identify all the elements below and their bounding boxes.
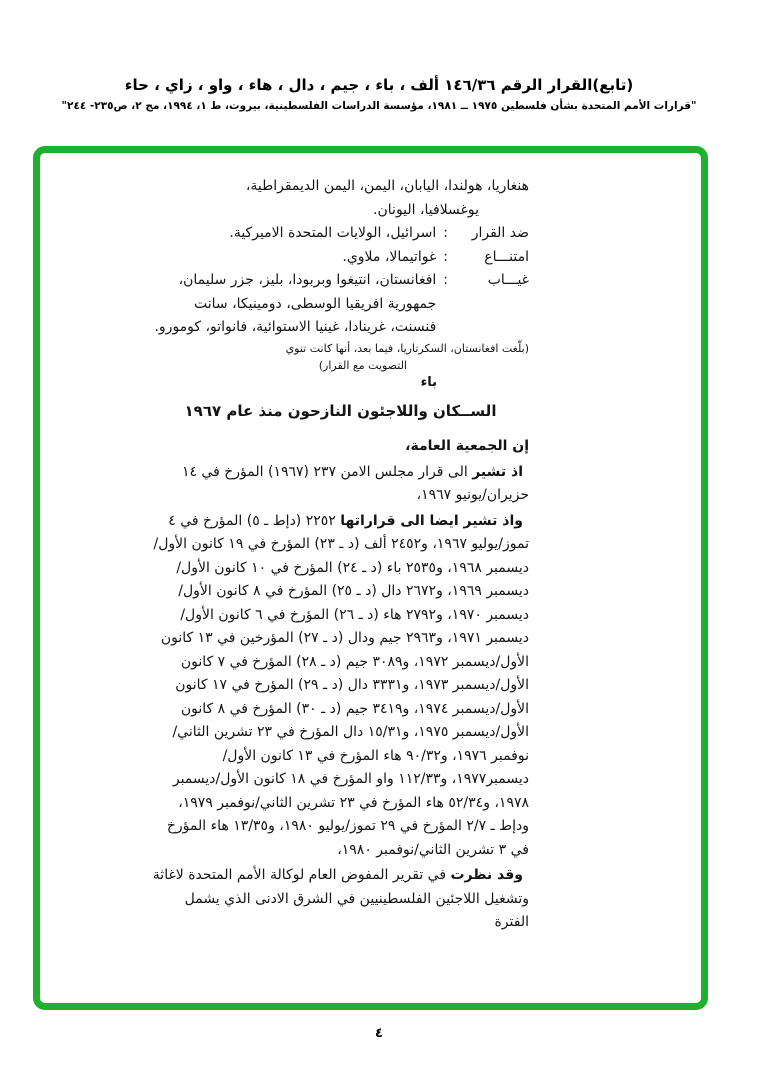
vote-separator: : bbox=[443, 272, 448, 288]
vote-separator: : bbox=[443, 225, 448, 241]
vote-label-abstain: امتنـــاع bbox=[484, 248, 529, 265]
preamble-paragraph-3 bbox=[152, 864, 529, 935]
vote-row-absent bbox=[152, 269, 529, 340]
page-header bbox=[0, 76, 758, 112]
vote-value-absent: افغانستان، انتيغوا وبربودا، بليز، جزر سليمان، جمهورية افريقيا الوسطى، دومينيكا، سانت فنسنت، غرينادا، غينيا الاستوائية، فانواتو، كومورو. bbox=[154, 272, 437, 335]
vote-value-against: اسرائيل، الولايات المتحدة الاميركية. bbox=[229, 225, 437, 241]
section-letter: باء bbox=[420, 374, 437, 390]
document-body bbox=[40, 153, 701, 935]
source-citation: "قرارات الأمم المتحدة بشأن فلسطين ١٩٧٥ ــ ١٩٨١، مؤسسة الدراسات الفلسطينية، بيروت، ط ١، ١٩٩٤، مج ٢، ص٢٣٥- ٢٤٤" bbox=[61, 100, 697, 112]
paragraph-lead: وقد نظرت bbox=[450, 867, 523, 883]
preamble-opening: إن الجمعية العامة، bbox=[405, 438, 529, 454]
vote-label-against: ضد القرار bbox=[471, 225, 529, 241]
preamble-paragraph-2 bbox=[152, 510, 529, 863]
vote-row-abstain bbox=[152, 246, 529, 270]
in-favor-continuation-line1: هنغاريا، هولندا، اليابان، اليمن، اليمن الديمقراطية، bbox=[245, 178, 529, 194]
vote-value-abstain: غواتيمالا، ملاوي. bbox=[342, 248, 437, 265]
paragraph-text: الى قرار مجلس الامن ٢٣٧ (١٩٦٧) المؤرخ في ١٤ حزيران/يونيو ١٩٦٧، bbox=[181, 463, 529, 503]
section-title: الســكان واللاجئون النازحون منذ عام ١٩٦٧ bbox=[184, 401, 497, 420]
page-number: ٤ bbox=[375, 1026, 383, 1041]
in-favor-continuation-line2: يوغسلافيا، اليونان. bbox=[373, 201, 479, 218]
secretariat-note bbox=[152, 340, 529, 392]
paragraph-lead: اذ تشير bbox=[472, 463, 523, 480]
paragraph-text: في تقرير المفوض العام لوكالة الأمم المتحدة لاغاثة وتشغيل اللاجئين الفلسطينيين في الشرق الادنى الذي يشمل الفترة bbox=[152, 867, 529, 930]
preamble-paragraph-1 bbox=[152, 461, 529, 508]
vote-label-absent: غيـــاب bbox=[487, 272, 529, 288]
resolution-title: (تابع)القرار الرقم ١٤٦/٣٦ ألف ، باء ، جيم ، دال ، هاء ، واو ، زاي ، حاء bbox=[124, 76, 634, 94]
vote-separator: : bbox=[443, 248, 448, 265]
secretariat-note-line1: (بلّغت افغانستان، السكرتاريا، فيما بعد، أنها كانت تنوي bbox=[285, 341, 529, 355]
paragraph-text: ٢٢٥٢ (دإط ـ ٥) المؤرخ في ٤ تموز/يوليو ١٩٦٧، و٢٤٥٢ ألف (د ـ ٢٣) المؤرخ في ١٩ كانون الأول/ديسمبر ١٩٦٨، و٢٥٣٥ باء (د ـ ٢٤) المؤرخ في ١٠ كانون الأول/ديسمبر ١٩٦٩، و٢٦٧٢ دال (د ـ ٢٥) المؤرخ في ٨ كانون الأول/ديسمبر ١٩٧٠، و٢٧٩٢ هاء (د ـ ٢٦) المؤرخ في ٦ كانون الأول/ديسمبر ١٩٧١، و٢٩٦٣ جيم ودال (د ـ ٢٧) المؤرخين في ١٣ كانون الأول/ديسمبر ١٩٧٢، و٣٠٨٩ جيم (د ـ ٢٨) المؤرخ في ٧ كانون الأول/ديسمبر ١٩٧٣، و٣٣٣١ دال (د ـ ٢٩) المؤرخ في ١٧ كانون الأول/ديسمبر ١٩٧٤، و٣٤١٩ جيم (د ـ ٣٠) المؤرخ في ٨ كانون الأول/ديسمبر ١٩٧٥، و١٥/٣١ دال المؤرخ في ٢٣ تشرين الثاني/نوفمبر ١٩٧٦، و٩٠/٣٢ هاء المؤرخ في ١٣ كانون الأول/ديسمبر١٩٧٧، و١١٢/٣٣ واو المؤرخ في ١٨ كانون الأول/ديسمبر ١٩٧٨، و٥٢/٣٤ هاء المؤرخ في ٢٣ تشرين الثاني/نوفمبر ١٩٧٩، ودإط ـ ٢/٧ المؤرخ في ٢٩ تموز/يوليو ١٩٨٠، و١٣/٣٥ هاء المؤرخ في ٣ تشرين الثاني/نوفمبر ١٩٨٠، bbox=[153, 512, 529, 858]
vote-row-against bbox=[152, 222, 529, 246]
paragraph-lead: واذ تشير ايضا الى قراراتها bbox=[340, 512, 523, 529]
secretariat-note-line2: التصويت مع القرار) bbox=[318, 358, 407, 372]
